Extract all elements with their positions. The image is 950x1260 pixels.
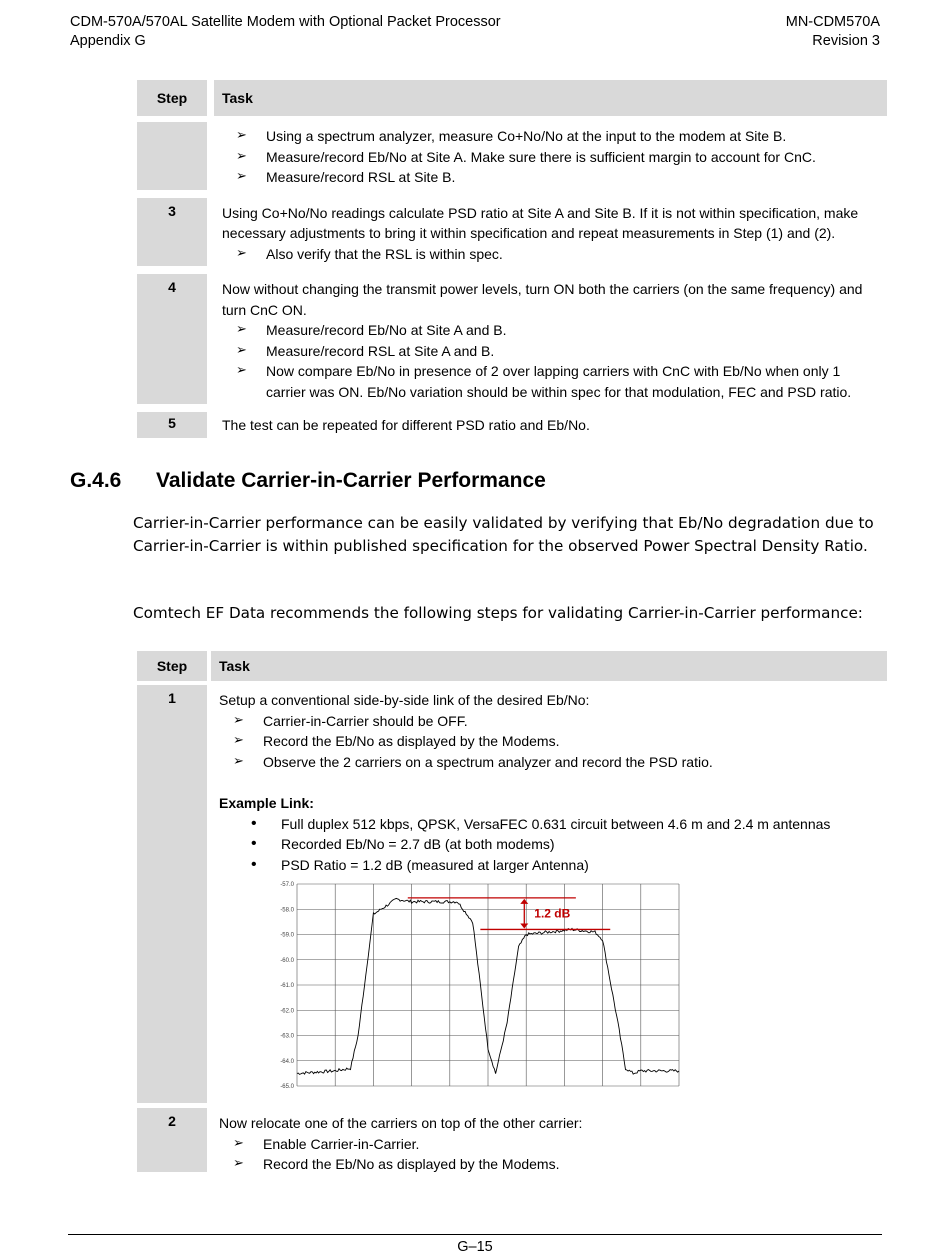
task-cell xyxy=(211,1108,887,1179)
page-number: G–15 xyxy=(457,1239,493,1255)
list-item: ➢ Also verify that the RSL is within spec. xyxy=(236,244,879,265)
table-row xyxy=(137,1108,887,1179)
table-row xyxy=(137,122,887,192)
y-tick-label: -65.0 xyxy=(280,1084,294,1090)
list-item: ➢ Measure/record RSL at Site B. xyxy=(236,167,879,188)
task-text: Now without changing the transmit power levels, turn ON both the carriers (on the same frequency) and turn CnC ON. xyxy=(222,281,863,318)
list-item: ➢ Enable Carrier-in-Carrier. xyxy=(233,1134,879,1155)
list-item: ➢ Measure/record Eb/No at Site A and B. xyxy=(236,320,879,341)
list-item: ➢ Observe the 2 carriers on a spectrum analyzer and record the PSD ratio. xyxy=(233,752,879,773)
list-item: ➢ Record the Eb/No as displayed by the Modems. xyxy=(233,1154,879,1175)
step-cell xyxy=(137,122,207,190)
column-header-task: Task xyxy=(214,80,887,116)
y-tick-label: -62.0 xyxy=(280,1008,294,1015)
document-title: CDM-570A/570AL Satellite Modem with Optional Packet Processor xyxy=(70,14,501,30)
bullet-list xyxy=(219,1134,879,1175)
task-cell xyxy=(214,198,887,269)
bullet-list xyxy=(222,320,879,402)
step-cell: 5 xyxy=(137,412,207,438)
example-link-label: Example Link: xyxy=(219,795,314,811)
list-item: ➢ Record the Eb/No as displayed by the Modems. xyxy=(233,731,879,752)
table-header-row xyxy=(137,651,887,681)
list-item: • PSD Ratio = 1.2 dB (measured at larger Antenna) xyxy=(251,855,879,876)
y-tick-label: -64.0 xyxy=(280,1058,294,1065)
column-header-step: Step xyxy=(137,651,207,681)
bullet-list xyxy=(222,126,879,188)
task-text: Using Co+No/No readings calculate PSD ratio at Site A and Site B. If it is not within specification, make necessary adjustments to bring it within specification and repeat measurements in Step (1) and (2). xyxy=(222,204,859,241)
column-header-step: Step xyxy=(137,80,207,116)
task-cell xyxy=(211,685,887,1104)
table-row xyxy=(137,685,887,1104)
section-title: Validate Carrier-in-Carrier Performance xyxy=(156,469,546,492)
y-tick-label: -58.0 xyxy=(280,907,294,914)
task-cell xyxy=(214,412,887,440)
list-item: ➢ Measure/record Eb/No at Site A. Make sure there is sufficient margin to account for CnC. xyxy=(236,147,879,168)
steps-table-1 xyxy=(137,80,887,440)
arrow-head-up xyxy=(520,899,528,904)
table-row xyxy=(137,274,887,406)
step-cell: 3 xyxy=(137,198,207,266)
table-row xyxy=(137,412,887,440)
page-header-right xyxy=(786,13,880,51)
step-cell: 2 xyxy=(137,1108,207,1172)
psd-ratio-label: 1.2 dB xyxy=(534,906,571,921)
appendix-label: Appendix G xyxy=(70,33,146,49)
task-cell xyxy=(214,122,887,192)
spectrum-analyzer-chart xyxy=(275,878,685,1100)
recommendation-paragraph: Comtech EF Data recommends the following steps for validating Carrier-in-Carrier performance: xyxy=(133,604,863,622)
list-item: ➢ Measure/record RSL at Site A and B. xyxy=(236,341,879,362)
manual-number: MN-CDM570A xyxy=(785,14,880,30)
y-tick-label: -59.0 xyxy=(280,932,294,939)
section-number: G.4.6 xyxy=(70,469,122,492)
arrow-head-down xyxy=(520,923,528,928)
y-tick-label: -60.0 xyxy=(280,957,294,964)
task-text: Setup a conventional side-by-side link of the desired Eb/No: xyxy=(219,692,590,708)
steps-table-2 xyxy=(137,651,887,1179)
task-text: The test can be repeated for different PSD ratio and Eb/No. xyxy=(222,417,590,433)
list-item: • Full duplex 512 kbps, QPSK, VersaFEC 0.631 circuit between 4.6 m and 2.4 m antennas xyxy=(251,814,879,835)
dot-list xyxy=(219,814,879,876)
bullet-list xyxy=(222,244,879,265)
step-cell: 4 xyxy=(137,274,207,404)
list-item: ➢ Carrier-in-Carrier should be OFF. xyxy=(233,711,879,732)
task-cell xyxy=(214,274,887,406)
page-header-left xyxy=(70,13,501,51)
task-text: Now relocate one of the carriers on top of the other carrier: xyxy=(219,1115,583,1131)
footer-divider xyxy=(68,1234,882,1235)
list-item: ➢ Using a spectrum analyzer, measure Co+No/No at the input to the modem at Site B. xyxy=(236,126,879,147)
column-header-task: Task xyxy=(211,651,887,681)
revision-label: Revision 3 xyxy=(812,33,880,49)
bullet-list xyxy=(219,711,879,773)
list-item: ➢ Now compare Eb/No in presence of 2 over lapping carriers with CnC with Eb/No when only 1 carrier was ON. Eb/No variation should be within spec for that modulation, FEC and PSD ratio. xyxy=(236,361,879,402)
y-tick-label: -63.0 xyxy=(280,1033,294,1040)
table-row xyxy=(137,198,887,269)
step-cell: 1 xyxy=(137,685,207,1103)
y-tick-label: -57.0 xyxy=(280,882,294,888)
intro-paragraph: Carrier-in-Carrier performance can be easily validated by verifying that Eb/No degradation due to Carrier-in-Carrier is within published specification for the observed Power Spectral Density Ratio. xyxy=(133,514,874,555)
y-tick-label: -61.0 xyxy=(280,983,294,989)
table-header-row xyxy=(137,80,887,116)
list-item: • Recorded Eb/No = 2.7 dB (at both modems) xyxy=(251,834,879,855)
section-heading xyxy=(70,469,546,493)
